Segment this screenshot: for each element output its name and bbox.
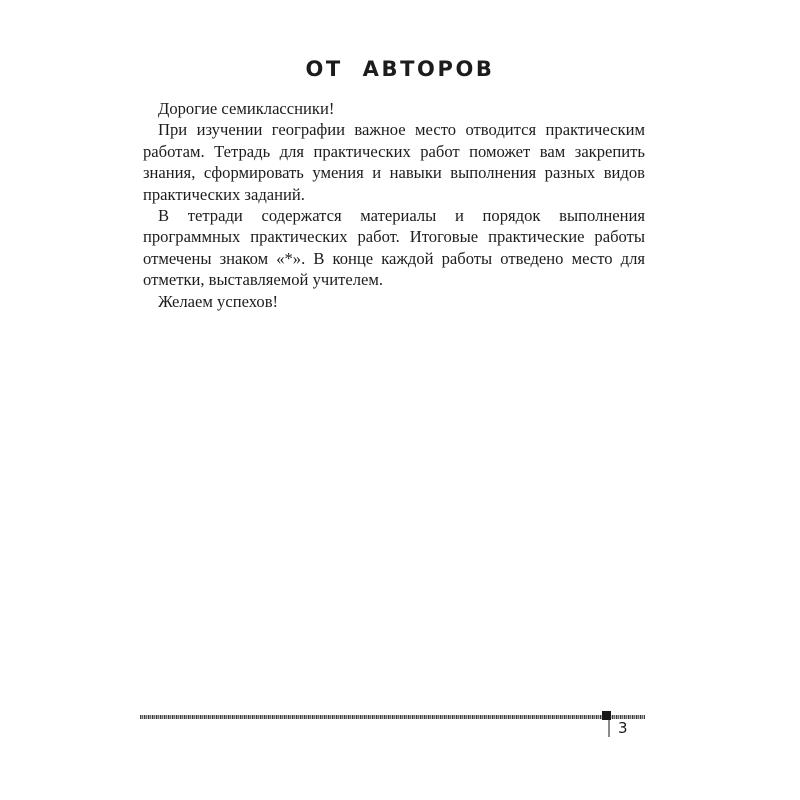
footer-divider-rule	[140, 715, 645, 719]
body-text-block	[143, 98, 645, 312]
page-number: 3	[618, 719, 628, 737]
page-title: ОТ АВТОРОВ	[305, 57, 495, 82]
square-marker-icon	[602, 711, 611, 720]
paragraph-greeting: Дорогие семиклассники!	[158, 99, 335, 118]
paragraph-intro: При изучении географии важное место отводится практическим работам. Тетрадь для практических работ поможет вам закрепить знания, сформировать умения и навыки выполнения разных видов практических заданий.	[143, 120, 645, 204]
page-footer	[0, 702, 800, 762]
paragraph-closing: Желаем успехов!	[158, 291, 279, 311]
paragraph-contents: В тетради содержатся материалы и порядок выполнения программных практических работ. Итоговые практические работы отмечены знаком «*». В конце каждой работы отведено место для отметки, выставляемой учителем.	[143, 206, 645, 290]
